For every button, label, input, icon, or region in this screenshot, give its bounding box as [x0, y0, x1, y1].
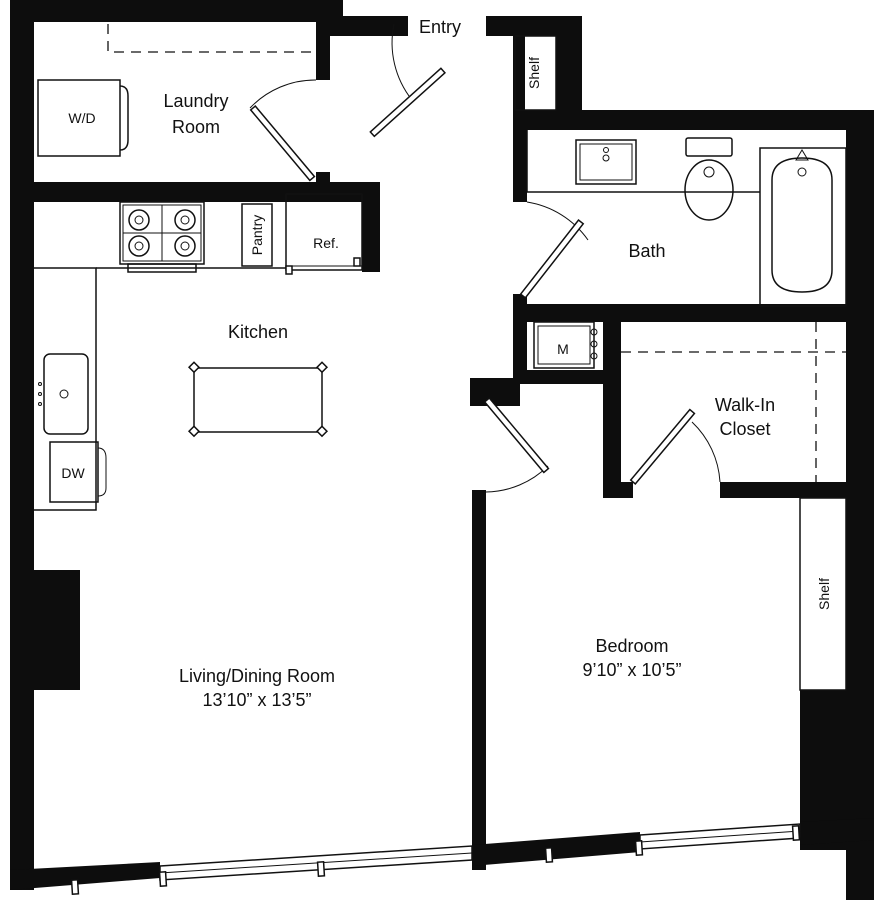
walkin-closet-label-line1: Walk-In: [714, 395, 776, 415]
pantry-label: Pantry: [249, 214, 265, 256]
bath-label: Bath: [628, 241, 666, 261]
bedroom-dimensions: 9’10” x 10’5”: [582, 660, 682, 680]
kitchen-island: [189, 362, 327, 436]
laundry-label-line2: Room: [171, 117, 221, 137]
kitchen-fixtures: [34, 194, 362, 510]
mechanical-label: M: [557, 341, 569, 357]
dishwasher: [50, 442, 106, 502]
living-room-label: Living/Dining Room: [178, 666, 336, 686]
bedroom-label: Bedroom: [595, 636, 669, 656]
laundry-label-line1: Laundry: [163, 91, 229, 111]
dishwasher-label: DW: [61, 465, 85, 481]
washer-dryer-label: W/D: [68, 110, 96, 126]
kitchen-sink: [39, 354, 89, 434]
entry-label: Entry: [418, 17, 462, 37]
washer-dryer: [38, 80, 128, 156]
toilet: [685, 138, 733, 220]
bathtub: [760, 148, 846, 306]
refrigerator-label: Ref.: [313, 235, 339, 251]
bedroom-shelf-label: Shelf: [816, 578, 832, 610]
walkin-closet-label-line2: Closet: [719, 419, 771, 439]
range-stove: [120, 202, 204, 272]
bath-sink: [576, 140, 636, 184]
entry-shelf-label: Shelf: [526, 57, 542, 89]
living-room-dimensions: 13’10” x 13’5”: [202, 690, 312, 710]
windows: [72, 824, 800, 894]
bedroom-shelf: [800, 498, 846, 690]
walls: [10, 0, 874, 900]
mechanical-unit: [534, 322, 597, 368]
kitchen-label: Kitchen: [227, 322, 289, 342]
bath-fixtures: [527, 130, 846, 306]
refrigerator: [286, 194, 362, 274]
